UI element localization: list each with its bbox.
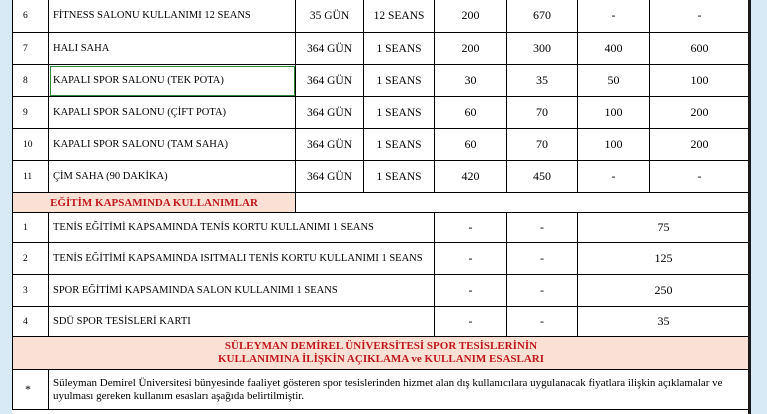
education-item-name: SDÜ SPOR TESİSLERİ KARTI	[49, 307, 435, 337]
facility-name-selected-cell[interactable]: KAPALI SPOR SALONU (TEK POTA)	[49, 65, 296, 97]
price-cell: 670	[507, 0, 578, 33]
table-row	[13, 33, 750, 65]
table-row	[13, 0, 750, 33]
price-cell: -	[507, 213, 578, 243]
education-item-name: TENİS EĞİTİMİ KAPSAMINDA TENİS KORTU KULLANIMI 1 SEANS	[49, 213, 435, 243]
price-cell: 100	[650, 65, 750, 97]
education-item-name: TENİS EĞİTİMİ KAPSAMINDA ISITMALI TENİS KORTU KULLANIMI 1 SEANS	[49, 243, 435, 275]
price-cell: -	[435, 243, 507, 275]
price-cell: -	[507, 307, 578, 337]
price-cell: -	[507, 243, 578, 275]
facility-name: FİTNESS SALONU KULLANIMI 12 SEANS	[49, 0, 296, 33]
table-row	[13, 65, 750, 97]
table-row	[13, 275, 750, 307]
price-cell: 100	[578, 129, 650, 161]
price-cell: -	[435, 213, 507, 243]
rules-banner	[13, 337, 750, 370]
price-cell: 420	[435, 161, 507, 193]
education-price-cell: 35	[578, 307, 750, 337]
row-number: 4	[13, 307, 49, 337]
price-cell: -	[507, 275, 578, 307]
row-number: 3	[13, 275, 49, 307]
table-row	[13, 243, 750, 275]
session-cell: 12 SEANS	[364, 0, 435, 33]
banner-line-2: KULLANIMINA İLİŞKİN AÇIKLAMA ve KULLANIM ESASLARI	[217, 353, 545, 365]
session-cell: 1 SEANS	[364, 33, 435, 65]
row-number: 7	[13, 33, 49, 65]
note-bullet: *	[13, 370, 49, 410]
price-cell: 200	[650, 129, 750, 161]
price-cell: 70	[507, 97, 578, 129]
banner-row	[13, 337, 750, 370]
price-cell: -	[650, 161, 750, 193]
duration-cell: 364 GÜN	[296, 33, 364, 65]
price-cell: 200	[435, 33, 507, 65]
education-price-cell: 250	[578, 275, 750, 307]
session-cell: 1 SEANS	[364, 65, 435, 97]
price-cell: -	[435, 307, 507, 337]
banner-line-1: SÜLEYMAN DEMİREL ÜNİVERSİTESİ SPOR TESİSLERİNİN	[224, 340, 538, 352]
row-number: 8	[13, 65, 49, 97]
duration-cell: 364 GÜN	[296, 161, 364, 193]
price-cell: 35	[507, 65, 578, 97]
session-cell: 1 SEANS	[364, 97, 435, 129]
row-number: 6	[13, 0, 49, 33]
row-number: 2	[13, 243, 49, 275]
price-cell: 60	[435, 97, 507, 129]
price-cell: 30	[435, 65, 507, 97]
duration-cell: 364 GÜN	[296, 65, 364, 97]
education-price-cell: 125	[578, 243, 750, 275]
price-cell: 200	[650, 97, 750, 129]
price-cell: 100	[578, 97, 650, 129]
price-cell: 450	[507, 161, 578, 193]
row-number: 9	[13, 97, 49, 129]
table-row	[13, 213, 750, 243]
duration-cell: 364 GÜN	[296, 97, 364, 129]
education-price-cell: 75	[578, 213, 750, 243]
section-header-row	[13, 193, 750, 213]
price-cell: 60	[435, 129, 507, 161]
duration-cell: 35 GÜN	[296, 0, 364, 33]
price-cell: 50	[578, 65, 650, 97]
row-number: 11	[13, 161, 49, 193]
education-item-name: SPOR EĞİTİMİ KAPSAMINDA SALON KULLANIMI 1 SEANS	[49, 275, 435, 307]
table-row	[13, 129, 750, 161]
price-cell: -	[578, 0, 650, 33]
session-cell: 1 SEANS	[364, 161, 435, 193]
session-cell: 1 SEANS	[364, 129, 435, 161]
price-cell: 600	[650, 33, 750, 65]
facility-name: KAPALI SPOR SALONU (TAM SAHA)	[49, 129, 296, 161]
row-number: 10	[13, 129, 49, 161]
price-cell: 400	[578, 33, 650, 65]
facility-name: HALI SAHA	[49, 33, 296, 65]
price-table	[12, 0, 750, 410]
duration-cell: 364 GÜN	[296, 129, 364, 161]
note-row	[13, 370, 750, 410]
table-row	[13, 307, 750, 337]
empty-header-cell	[296, 193, 750, 213]
price-cell: -	[650, 0, 750, 33]
price-cell: 300	[507, 33, 578, 65]
window-edge	[748, 0, 751, 414]
row-number: 1	[13, 213, 49, 243]
price-cell: -	[578, 161, 650, 193]
price-cell: 70	[507, 129, 578, 161]
price-cell: -	[435, 275, 507, 307]
education-section-header: EĞİTİM KAPSAMINDA KULLANIMLAR	[13, 193, 296, 213]
note-text: Süleyman Demirel Üniversitesi bünyesinde faaliyet gösteren spor tesislerinden hizmet alan dış kullanıcılara uygulanacak fiyatlara ilişkin açıklamalar ve uyulması gereken kullanım esasları aşağıda belirtilmiştir.	[49, 370, 750, 410]
facility-name: KAPALI SPOR SALONU (ÇİFT POTA)	[49, 97, 296, 129]
table-row	[13, 97, 750, 129]
table-row	[13, 161, 750, 193]
facility-name: ÇİM SAHA (90 DAKİKA)	[49, 161, 296, 193]
price-cell: 200	[435, 0, 507, 33]
